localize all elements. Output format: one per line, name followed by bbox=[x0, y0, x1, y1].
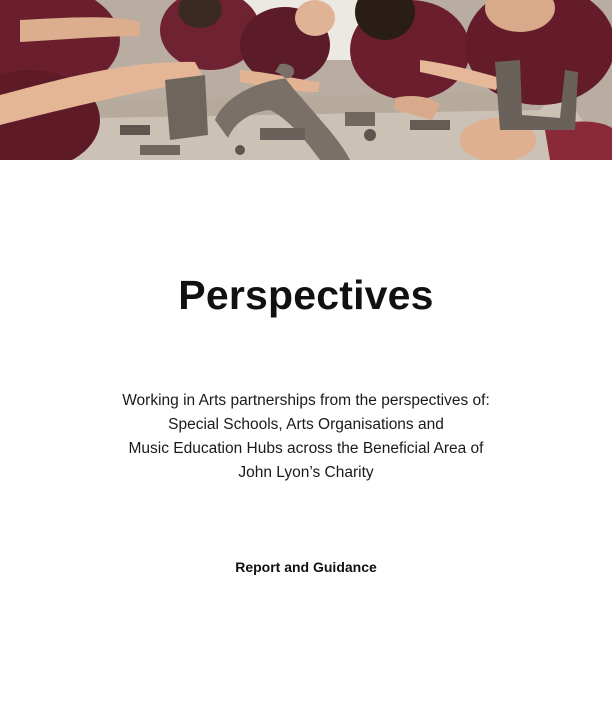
subtitle-line: John Lyon’s Charity bbox=[238, 464, 374, 481]
report-label: Report and Guidance bbox=[235, 559, 377, 575]
document-subtitle bbox=[0, 389, 612, 485]
document-title: Perspectives bbox=[178, 272, 434, 318]
subtitle-line: Special Schools, Arts Organisations and bbox=[168, 416, 444, 433]
photo-students-clay-workshop-icon bbox=[0, 0, 612, 160]
subtitle-line: Music Education Hubs across the Beneficial Area of bbox=[128, 440, 484, 457]
cover-photo bbox=[0, 0, 612, 160]
subtitle-line: Working in Arts partnerships from the perspectives of: bbox=[122, 392, 490, 409]
